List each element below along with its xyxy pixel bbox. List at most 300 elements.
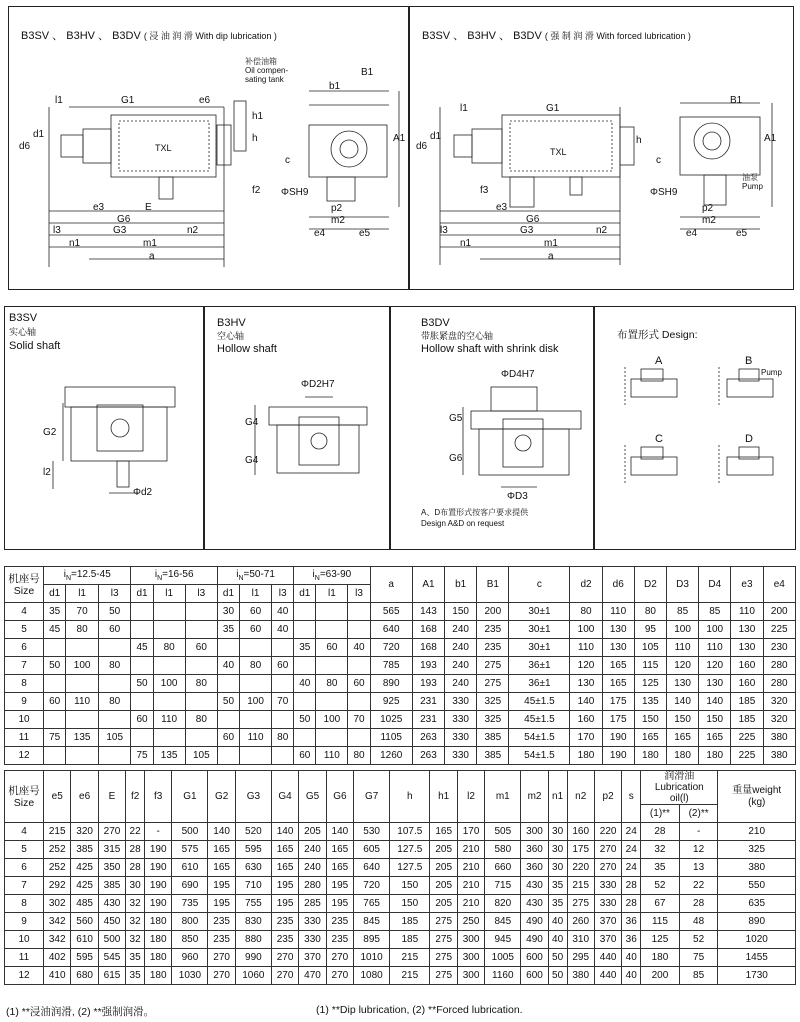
table-cell: 180 bbox=[145, 967, 172, 985]
table-cell: 40 bbox=[622, 949, 641, 967]
table-cell: 490 bbox=[521, 931, 548, 949]
table-cell: 440 bbox=[594, 967, 621, 985]
table-cell: - bbox=[679, 823, 718, 841]
table-cell: 190 bbox=[145, 841, 172, 859]
col-f3: f3 bbox=[145, 771, 172, 823]
lube-header-line: Lubrication bbox=[654, 782, 704, 793]
table-cell: 80 bbox=[98, 657, 131, 675]
table-cell: 110 bbox=[316, 747, 348, 765]
table-cell: 925 bbox=[370, 693, 412, 711]
table-cell: 125 bbox=[634, 675, 666, 693]
table-cell bbox=[44, 711, 66, 729]
dim-e5: e5 bbox=[736, 228, 748, 239]
table-cell: 800 bbox=[172, 913, 208, 931]
table-cell: 80 bbox=[239, 657, 271, 675]
table-cell: 35 bbox=[294, 639, 316, 657]
ratio-group-1: $i_N=12.5-45$ bbox=[44, 567, 131, 585]
table-cell: 605 bbox=[354, 841, 390, 859]
txl-label: TXL bbox=[550, 147, 567, 157]
table-cell: 35 bbox=[548, 895, 567, 913]
table-cell: 200 bbox=[763, 603, 795, 621]
table-cell: 505 bbox=[485, 823, 521, 841]
table-cell: 190 bbox=[145, 877, 172, 895]
table-cell: 180 bbox=[634, 747, 666, 765]
table-cell: 360 bbox=[521, 859, 548, 877]
table-cell bbox=[98, 711, 131, 729]
table-cell: 263 bbox=[412, 729, 444, 747]
col-d1: d1 bbox=[217, 585, 239, 603]
dim-l1: l1 bbox=[55, 95, 63, 106]
table-cell: 565 bbox=[370, 603, 412, 621]
design-pump-label: Pump bbox=[761, 368, 782, 377]
table-cell: 270 bbox=[594, 841, 621, 859]
table-cell: 960 bbox=[172, 949, 208, 967]
table-cell bbox=[239, 639, 271, 657]
table-cell: 36 bbox=[622, 913, 641, 931]
table-cell: 220 bbox=[567, 859, 594, 877]
weight-header-line: 重量weight bbox=[732, 784, 782, 796]
table-cell: 185 bbox=[390, 913, 430, 931]
table-cell: 135 bbox=[153, 747, 185, 765]
table-cell: 11 bbox=[5, 729, 44, 747]
table-cell: 210 bbox=[457, 841, 484, 859]
table-cell: 545 bbox=[98, 949, 125, 967]
dim-m2: m2 bbox=[702, 215, 716, 226]
col-s: s bbox=[622, 771, 641, 823]
table-cell: 410 bbox=[44, 967, 71, 985]
table-cell: 485 bbox=[71, 895, 98, 913]
table-cell: 215 bbox=[390, 967, 430, 985]
table-cell: 600 bbox=[521, 967, 548, 985]
table-cell bbox=[272, 675, 294, 693]
col-l1: l1 bbox=[316, 585, 348, 603]
table-cell: 4 bbox=[5, 603, 44, 621]
table-cell: 1455 bbox=[718, 949, 796, 967]
table-cell: 600 bbox=[521, 949, 548, 967]
table-cell: 13 bbox=[679, 859, 718, 877]
panel-title: B3HV 空心轴 Hollow shaft bbox=[217, 317, 277, 355]
col-d1: d1 bbox=[131, 585, 153, 603]
table-cell bbox=[272, 747, 294, 765]
table-cell: 11 bbox=[5, 949, 44, 967]
table-cell: 530 bbox=[354, 823, 390, 841]
table-cell: 890 bbox=[370, 675, 412, 693]
table-cell: 100 bbox=[316, 711, 348, 729]
dim-d4-h7: ΦD4H7 bbox=[501, 369, 535, 380]
col-D3: D3 bbox=[666, 567, 698, 603]
table-cell: 270 bbox=[326, 949, 353, 967]
dim-g1: G1 bbox=[546, 103, 560, 114]
table-cell: 500 bbox=[172, 823, 208, 841]
col-f2: f2 bbox=[126, 771, 145, 823]
dimension-table-2 bbox=[4, 770, 796, 985]
table-cell: 280 bbox=[763, 675, 795, 693]
table-cell: 160 bbox=[567, 823, 594, 841]
table-cell: 54±1.5 bbox=[509, 747, 570, 765]
dim-f3: f3 bbox=[480, 185, 489, 196]
table-cell: 4 bbox=[5, 823, 44, 841]
table-cell: 715 bbox=[485, 877, 521, 895]
table-cell: 150 bbox=[666, 711, 698, 729]
dim-e5: e5 bbox=[359, 228, 371, 239]
table-cell: 280 bbox=[299, 877, 326, 895]
lube-sub-1: (1)** bbox=[641, 805, 680, 823]
table-cell: 205 bbox=[430, 895, 457, 913]
table-cell: 28 bbox=[622, 895, 641, 913]
col-G7: G7 bbox=[354, 771, 390, 823]
table-cell: 40 bbox=[217, 657, 239, 675]
table-cell: 990 bbox=[235, 949, 271, 967]
table-cell: 385 bbox=[98, 877, 125, 895]
table-cell: 95 bbox=[634, 621, 666, 639]
dim-h1: h1 bbox=[252, 111, 264, 122]
table-cell: 292 bbox=[44, 877, 71, 895]
table-cell: 230 bbox=[763, 639, 795, 657]
table-cell: 165 bbox=[602, 657, 634, 675]
table-cell: 165 bbox=[326, 841, 353, 859]
table-cell: 165 bbox=[271, 859, 298, 877]
table-cell bbox=[185, 621, 217, 639]
table-cell: 330 bbox=[445, 711, 477, 729]
table-cell bbox=[131, 621, 153, 639]
col-n2: n2 bbox=[567, 771, 594, 823]
table-cell: 50 bbox=[548, 967, 567, 985]
table-cell: 430 bbox=[98, 895, 125, 913]
table-cell: 425 bbox=[71, 859, 98, 877]
table-cell: 385 bbox=[477, 747, 509, 765]
table-cell: 80 bbox=[185, 711, 217, 729]
table-cell: 175 bbox=[602, 711, 634, 729]
table-cell: 45 bbox=[44, 621, 66, 639]
col-l1: l1 bbox=[239, 585, 271, 603]
table-cell: 325 bbox=[477, 693, 509, 711]
table-cell bbox=[153, 693, 185, 711]
table-cell: 180 bbox=[145, 949, 172, 967]
table-cell: 252 bbox=[44, 841, 71, 859]
table-cell: 24 bbox=[622, 823, 641, 841]
dim-g4-upper: G4 bbox=[245, 417, 259, 428]
table-cell bbox=[131, 729, 153, 747]
dim-d6: d6 bbox=[19, 141, 31, 152]
table-cell: 40 bbox=[294, 675, 316, 693]
table-cell: 190 bbox=[145, 859, 172, 877]
table-cell: 425 bbox=[71, 877, 98, 895]
table-row bbox=[5, 603, 796, 621]
table-cell: 60 bbox=[239, 621, 271, 639]
table-cell: 180 bbox=[666, 747, 698, 765]
table-cell bbox=[217, 675, 239, 693]
table-cell bbox=[316, 729, 348, 747]
table-cell: 185 bbox=[731, 693, 763, 711]
table-cell bbox=[66, 639, 99, 657]
table-cell: 8 bbox=[5, 675, 44, 693]
table-cell: 270 bbox=[208, 949, 235, 967]
table-cell: 150 bbox=[390, 895, 430, 913]
table-cell: 60 bbox=[44, 693, 66, 711]
table-cell: 220 bbox=[594, 823, 621, 841]
table-cell: 85 bbox=[699, 603, 731, 621]
table-cell: 60 bbox=[131, 711, 153, 729]
col-m1: m1 bbox=[485, 771, 521, 823]
table-cell bbox=[239, 711, 271, 729]
table-cell: 160 bbox=[731, 657, 763, 675]
table-cell bbox=[348, 621, 370, 639]
table-cell: 36 bbox=[622, 931, 641, 949]
table-cell bbox=[98, 747, 131, 765]
dim-n1: n1 bbox=[460, 238, 472, 249]
col-d6: d6 bbox=[602, 567, 634, 603]
solid-shaft-drawing bbox=[5, 307, 203, 549]
ratio-group-3: $i_N=50-71$ bbox=[217, 567, 293, 585]
table-cell: 550 bbox=[718, 877, 796, 895]
table-cell: 12 bbox=[5, 967, 44, 985]
dim-b1-upper: B1 bbox=[361, 67, 374, 78]
table-cell: 193 bbox=[412, 657, 444, 675]
table-row bbox=[5, 841, 796, 859]
table-cell: 690 bbox=[172, 877, 208, 895]
dim-e3: e3 bbox=[93, 202, 105, 213]
table-cell: 1020 bbox=[718, 931, 796, 949]
table-cell: 640 bbox=[370, 621, 412, 639]
table-cell bbox=[348, 657, 370, 675]
dim-a1: A1 bbox=[393, 133, 406, 144]
size-header: 机座号 Size bbox=[5, 771, 44, 823]
table-cell: 275 bbox=[477, 657, 509, 675]
table-cell: 880 bbox=[235, 931, 271, 949]
table-cell: 100 bbox=[153, 675, 185, 693]
table-cell: 342 bbox=[44, 913, 71, 931]
table-cell: 190 bbox=[145, 895, 172, 913]
table-cell: 300 bbox=[457, 967, 484, 985]
dim-d1: d1 bbox=[33, 129, 45, 140]
table-cell: 342 bbox=[44, 931, 71, 949]
table-cell: 9 bbox=[5, 913, 44, 931]
table-cell bbox=[316, 603, 348, 621]
table-cell: 22 bbox=[679, 877, 718, 895]
table-cell: 275 bbox=[430, 967, 457, 985]
col-e5: e5 bbox=[44, 771, 71, 823]
table-cell: 210 bbox=[718, 823, 796, 841]
table-cell: 130 bbox=[699, 675, 731, 693]
col-E: E bbox=[98, 771, 125, 823]
table-cell: 70 bbox=[66, 603, 99, 621]
dim-c: c bbox=[285, 155, 290, 166]
table-cell: 193 bbox=[412, 675, 444, 693]
table-cell: 370 bbox=[299, 949, 326, 967]
table-cell: 45 bbox=[131, 639, 153, 657]
table-cell: 105 bbox=[98, 729, 131, 747]
table-cell bbox=[131, 693, 153, 711]
table-cell: 50 bbox=[217, 693, 239, 711]
table-cell bbox=[185, 693, 217, 711]
table-row bbox=[5, 967, 796, 985]
table-cell: 785 bbox=[370, 657, 412, 675]
table-row bbox=[5, 823, 796, 841]
table-cell: 385 bbox=[477, 729, 509, 747]
table-cell: 100 bbox=[570, 621, 602, 639]
panel-forced-lubrication bbox=[409, 6, 794, 290]
table-cell: 200 bbox=[641, 967, 680, 985]
table-cell: 32 bbox=[126, 931, 145, 949]
table-cell: 1260 bbox=[370, 747, 412, 765]
table-cell: 240 bbox=[445, 639, 477, 657]
table-cell: - bbox=[145, 823, 172, 841]
table-cell: 110 bbox=[699, 639, 731, 657]
table-cell: 210 bbox=[457, 859, 484, 877]
table-cell: 180 bbox=[570, 747, 602, 765]
table-cell: 640 bbox=[354, 859, 390, 877]
table-cell: 70 bbox=[272, 693, 294, 711]
dim-f2: f2 bbox=[252, 185, 261, 196]
table-cell bbox=[316, 657, 348, 675]
table-cell: 35 bbox=[641, 859, 680, 877]
table-cell: 270 bbox=[208, 967, 235, 985]
table-cell: 845 bbox=[354, 913, 390, 931]
design-note: A、D布置形式按客户要求提供 Design A&D on request bbox=[421, 508, 529, 528]
table-cell: 1025 bbox=[370, 711, 412, 729]
col-G5: G5 bbox=[299, 771, 326, 823]
dim-l1: l1 bbox=[460, 103, 468, 114]
table-cell: 60 bbox=[348, 675, 370, 693]
table-cell: 110 bbox=[570, 639, 602, 657]
table-cell: 660 bbox=[485, 859, 521, 877]
table-cell bbox=[217, 639, 239, 657]
table-cell: 215 bbox=[567, 877, 594, 895]
table-cell: 36±1 bbox=[509, 675, 570, 693]
table-cell: 240 bbox=[445, 675, 477, 693]
dim-n1: n1 bbox=[69, 238, 81, 249]
table-cell: 165 bbox=[634, 729, 666, 747]
table-cell: 235 bbox=[271, 931, 298, 949]
table-cell: 50 bbox=[44, 657, 66, 675]
table-cell: 35 bbox=[217, 621, 239, 639]
table-cell: 40 bbox=[272, 621, 294, 639]
table-cell: 205 bbox=[430, 859, 457, 877]
table-cell: 130 bbox=[570, 675, 602, 693]
table-cell: 30 bbox=[548, 859, 567, 877]
table-cell: 285 bbox=[299, 895, 326, 913]
table-cell bbox=[185, 729, 217, 747]
table-cell bbox=[66, 711, 99, 729]
table-cell bbox=[272, 639, 294, 657]
table-cell: 580 bbox=[485, 841, 521, 859]
col-G1: G1 bbox=[172, 771, 208, 823]
table-cell: 67 bbox=[641, 895, 680, 913]
col-h1: h1 bbox=[430, 771, 457, 823]
table-cell: 231 bbox=[412, 693, 444, 711]
table-cell: 12 bbox=[679, 841, 718, 859]
table-cell: 330 bbox=[594, 895, 621, 913]
table-cell: 80 bbox=[634, 603, 666, 621]
table-cell: 40 bbox=[348, 639, 370, 657]
table-cell: 330 bbox=[299, 931, 326, 949]
table-cell: 60 bbox=[239, 603, 271, 621]
table-cell: 35 bbox=[548, 877, 567, 895]
table-cell: 100 bbox=[699, 621, 731, 639]
table-cell: 5 bbox=[5, 621, 44, 639]
table-cell: 360 bbox=[521, 841, 548, 859]
table-cell: 50 bbox=[98, 603, 131, 621]
table-row bbox=[5, 711, 796, 729]
table-cell: 165 bbox=[208, 841, 235, 859]
table-cell bbox=[294, 657, 316, 675]
table-cell: 30 bbox=[126, 877, 145, 895]
col-G4: G4 bbox=[271, 771, 298, 823]
table-cell: 185 bbox=[390, 931, 430, 949]
dim-m2: m2 bbox=[331, 215, 345, 226]
table-cell: 30 bbox=[548, 841, 567, 859]
table-cell: 150 bbox=[699, 711, 731, 729]
table-cell: 850 bbox=[172, 931, 208, 949]
table-cell: 830 bbox=[235, 913, 271, 931]
col-l3: l3 bbox=[98, 585, 131, 603]
table-cell: 110 bbox=[602, 603, 634, 621]
col-d1: d1 bbox=[44, 585, 66, 603]
table-cell: 10 bbox=[5, 711, 44, 729]
table-cell: 560 bbox=[71, 913, 98, 931]
panel-design bbox=[594, 306, 796, 550]
table-cell: 28 bbox=[622, 877, 641, 895]
dim-g6: G6 bbox=[449, 453, 463, 464]
dim-e3: e3 bbox=[496, 202, 508, 213]
table-cell: 330 bbox=[299, 913, 326, 931]
table-cell bbox=[348, 693, 370, 711]
col-b1: b1 bbox=[445, 567, 477, 603]
table-cell: 110 bbox=[666, 639, 698, 657]
table-cell: 275 bbox=[430, 931, 457, 949]
table-cell: 210 bbox=[457, 877, 484, 895]
table-cell: 175 bbox=[567, 841, 594, 859]
table-cell: 50 bbox=[294, 711, 316, 729]
table-cell: 7 bbox=[5, 877, 44, 895]
table-cell: 295 bbox=[567, 949, 594, 967]
dim-d1: d1 bbox=[430, 131, 442, 142]
table-cell: 165 bbox=[602, 675, 634, 693]
dim-c: c bbox=[656, 155, 661, 166]
table-cell: 80 bbox=[316, 675, 348, 693]
table-cell bbox=[66, 747, 99, 765]
dim-e4: e4 bbox=[686, 228, 698, 239]
table-cell bbox=[66, 675, 99, 693]
weight-header bbox=[718, 771, 796, 823]
table-cell: 440 bbox=[594, 949, 621, 967]
table-cell bbox=[272, 711, 294, 729]
table-cell: 680 bbox=[71, 967, 98, 985]
table-cell: 225 bbox=[731, 747, 763, 765]
table-cell: 300 bbox=[457, 931, 484, 949]
table-cell bbox=[217, 711, 239, 729]
table-cell: 127.5 bbox=[390, 841, 430, 859]
pump-label: 油泵 Pump bbox=[742, 173, 763, 191]
design-b-label: B bbox=[745, 355, 753, 367]
table-cell: 250 bbox=[457, 913, 484, 931]
table-row bbox=[5, 693, 796, 711]
table-cell: 270 bbox=[271, 949, 298, 967]
table-cell bbox=[239, 747, 271, 765]
table-cell: 195 bbox=[208, 877, 235, 895]
col-B1: B1 bbox=[477, 567, 509, 603]
table-cell: 28 bbox=[126, 841, 145, 859]
table-cell bbox=[153, 621, 185, 639]
table-cell: 240 bbox=[299, 841, 326, 859]
table-cell: 165 bbox=[208, 859, 235, 877]
table-cell: 1030 bbox=[172, 967, 208, 985]
table-cell: 205 bbox=[430, 841, 457, 859]
col-D2: D2 bbox=[634, 567, 666, 603]
table-cell: 30±1 bbox=[509, 603, 570, 621]
panel-title: B3SV 、 B3HV 、 B3DV ( 浸 油 润 滑 With dip lubrication ) bbox=[21, 30, 277, 42]
table-cell: 320 bbox=[71, 823, 98, 841]
